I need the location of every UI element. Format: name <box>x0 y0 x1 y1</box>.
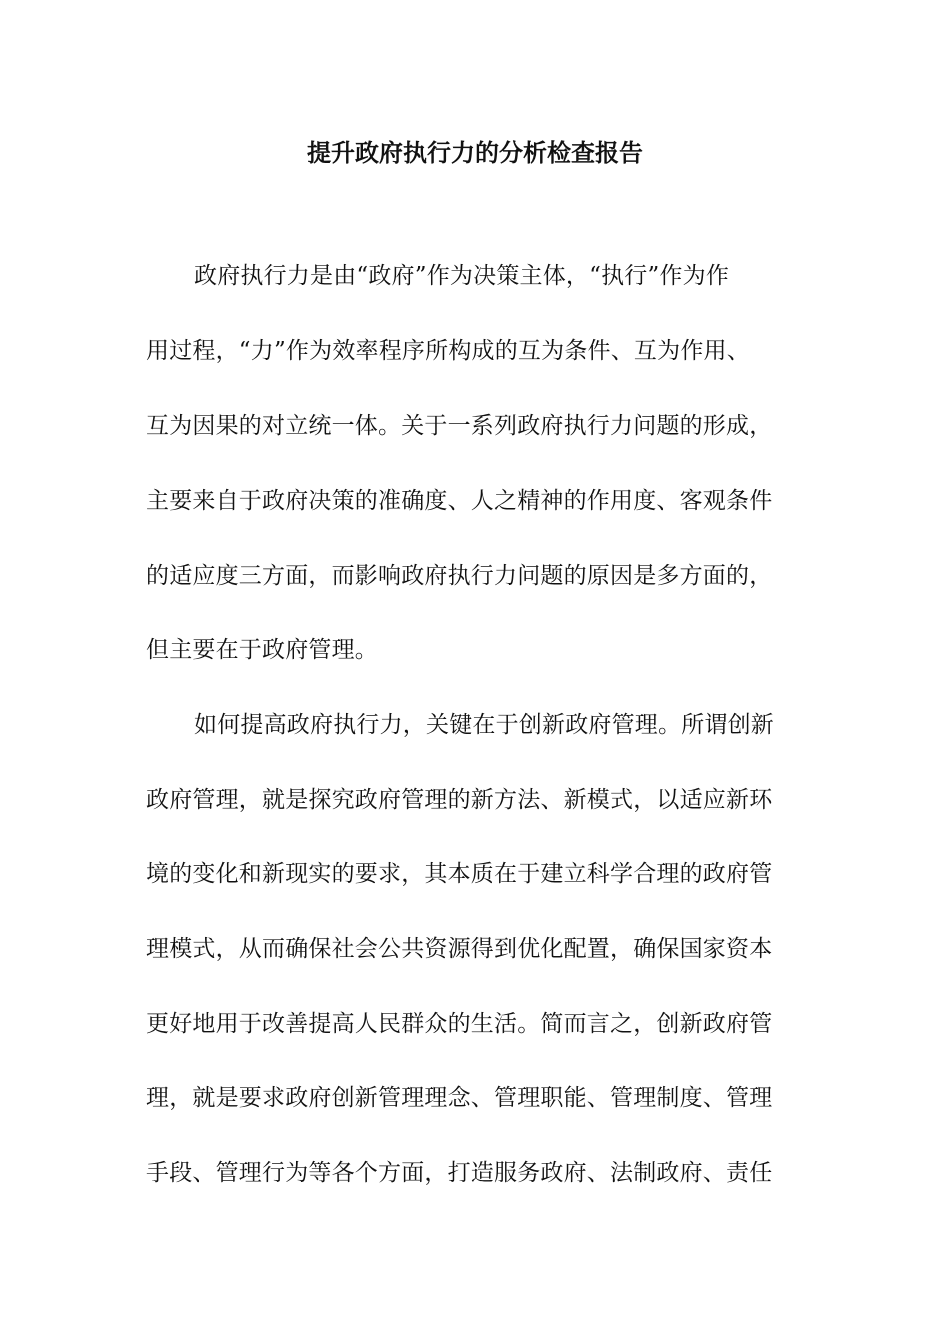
text-line: 更好地用于改善提高人民群众的生活。简而言之，创新政府管 <box>146 1011 773 1037</box>
text-line: 境的变化和新现实的要求，其本质在于建立科学合理的政府管 <box>146 861 773 887</box>
text-line: 手段、管理行为等各个方面，打造服务政府、法制政府、责任 <box>146 1160 773 1186</box>
document-title: 提升政府执行力的分析检查报告 <box>307 138 643 167</box>
text-line: 政府执行力是由“政府”作为决策主体，“执行”作为作 <box>194 263 730 289</box>
text-line: 用过程，“力”作为效率程序所构成的互为条件、互为作用、 <box>146 338 750 364</box>
text-line: 但主要在于政府管理。 <box>146 637 378 663</box>
text-line: 主要来自于政府决策的准确度、人之精神的作用度、客观条件 <box>146 488 773 514</box>
text-line: 理，就是要求政府创新管理理念、管理职能、管理制度、管理 <box>146 1085 773 1111</box>
text-line: 理模式，从而确保社会公共资源得到优化配置，确保国家资本 <box>146 936 773 962</box>
text-line: 互为因果的对立统一体。关于一系列政府执行力问题的形成， <box>146 413 773 439</box>
text-line: 的适应度三方面，而影响政府执行力问题的原因是多方面的， <box>146 563 773 589</box>
text-line: 政府管理，就是探究政府管理的新方法、新模式，以适应新环 <box>146 787 773 813</box>
text-line: 如何提高政府执行力，关键在于创新政府管理。所谓创新 <box>194 712 774 738</box>
